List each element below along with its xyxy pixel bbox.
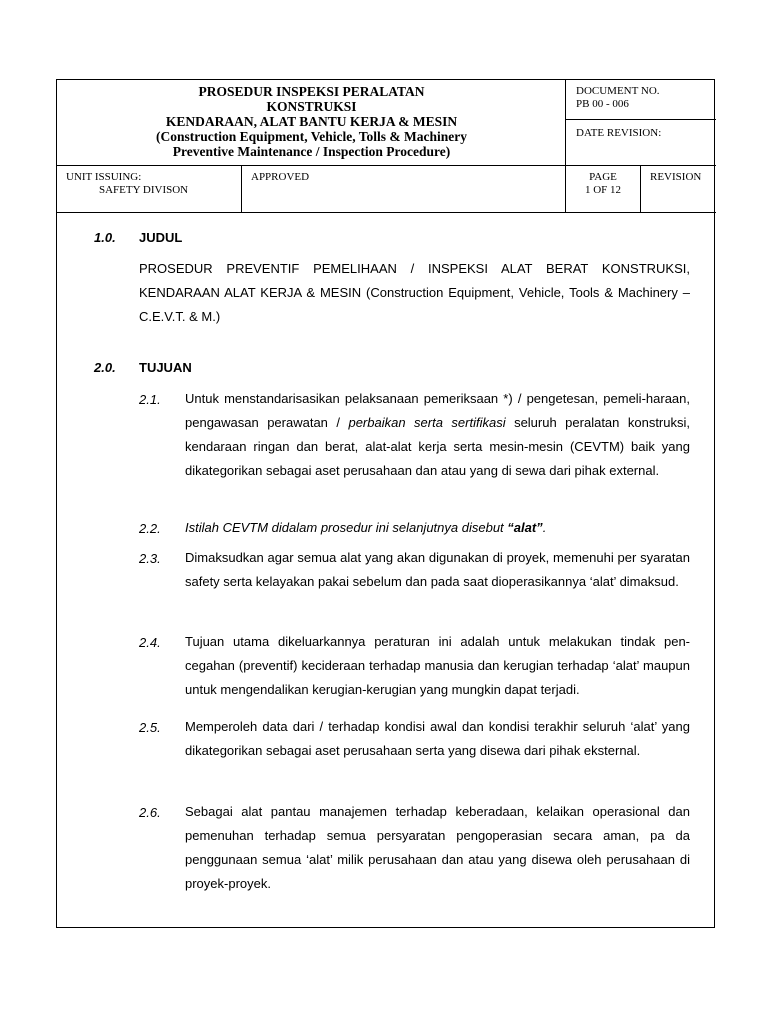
document-number-cell xyxy=(566,80,716,120)
item-text-bold: “alat” xyxy=(507,520,543,535)
item-text-part: seluruh peralatan konstruksi, kendaraan ringan dan berat, alat-alat kerja serta mesin-mesin (CEVTM) baik yang dikategorikan sebagai aset perusahaan dan atau yang di sewa dari pihak external. xyxy=(185,415,690,478)
document-number-label: DOCUMENT NO. xyxy=(576,85,660,97)
section-title: JUDUL xyxy=(139,230,183,245)
page-value: 1 OF 12 xyxy=(584,184,622,196)
date-revision-label: DATE REVISION: xyxy=(576,127,662,139)
item-text-italic: perbaikan serta sertifikasi xyxy=(348,415,506,430)
approved-label: APPROVED xyxy=(251,171,310,183)
item-text: Tujuan utama dikeluarkannya peraturan ini adalah untuk melakukan tindak pen-cegahan (preventif) kecideraan terhadap manusia dan kerugian terhadap ‘alat’ maupun untuk mengendalikan kerugian-kerugian yang mungkin dapat terjadi. xyxy=(185,634,690,697)
item-number: 2.6. xyxy=(139,805,161,820)
section-number: 1.0. xyxy=(94,230,116,245)
section-number: 2.0. xyxy=(94,360,116,375)
approved-cell xyxy=(242,166,566,213)
item-text-part: . xyxy=(542,520,547,535)
title-line: Preventive Maintenance / Inspection Procedure) xyxy=(172,144,451,159)
item-number: 2.5. xyxy=(139,720,161,735)
revision-label: REVISION xyxy=(650,171,702,183)
item-text xyxy=(185,516,690,540)
title-line: KONSTRUKSI xyxy=(266,99,357,114)
item-number: 2.2. xyxy=(139,521,161,536)
item-text xyxy=(185,387,690,483)
revision-cell xyxy=(641,166,716,213)
unit-issuing-label: UNIT ISSUING: xyxy=(66,171,142,183)
item-text: Dimaksudkan agar semua alat yang akan digunakan di proyek, memenuhi per syaratan safety serta kelayakan pakai sebelum dan pada saat dioperasikannya ‘alat’ dimaksud. xyxy=(185,550,690,589)
item-text-part: Untuk menstandarisasikan pelaksanaan pemeriksaan *) / pengetesan, pemeli-haraan, pengawasan perawatan / xyxy=(185,391,690,430)
document-number-value: PB 00 - 006 xyxy=(576,98,629,110)
item-number: 2.4. xyxy=(139,635,161,650)
section-paragraph: PROSEDUR PREVENTIF PEMELIHAAN / INSPEKSI ALAT BERAT KONSTRUKSI, KENDARAAN ALAT KERJA & MESIN (Construction Equipment, Vehicle, Tools & Machinery – C.E.V.T. & M.) xyxy=(139,261,690,324)
page-cell xyxy=(566,166,641,213)
item-number: 2.1. xyxy=(139,392,161,407)
item-text-part: Istilah CEVTM didalam prosedur ini selanjutnya disebut xyxy=(185,520,508,535)
page-label: PAGE xyxy=(589,171,617,183)
title-line: PROSEDUR INSPEKSI PERALATAN xyxy=(198,84,425,99)
unit-issuing-cell xyxy=(57,166,242,213)
header-title-cell xyxy=(57,80,566,166)
date-revision-cell xyxy=(566,120,716,166)
unit-issuing-value: SAFETY DIVISON xyxy=(99,184,189,196)
item-number: 2.3. xyxy=(139,551,161,566)
item-text: Memperoleh data dari / terhadap kondisi awal dan kondisi terakhir seluruh ‘alat’ yang dikategorikan sebagai aset perusahaan serta yang disewa dari pihak eksternal. xyxy=(185,719,690,758)
title-line: (Construction Equipment, Vehicle, Tolls & Machinery xyxy=(156,129,467,144)
section-title: TUJUAN xyxy=(139,360,192,375)
item-text: Sebagai alat pantau manajemen terhadap keberadaan, kelaikan operasional dan pemenuhan terhadap semua persyaratan pengoperasian secara aman, pa da penggunaan semua ‘alat’ milik perusahaan dan atau yang disewa oleh perusahaan di proyek-proyek. xyxy=(185,804,690,891)
document-title xyxy=(57,84,566,159)
title-line: KENDARAAN, ALAT BANTU KERJA & MESIN xyxy=(165,114,458,129)
